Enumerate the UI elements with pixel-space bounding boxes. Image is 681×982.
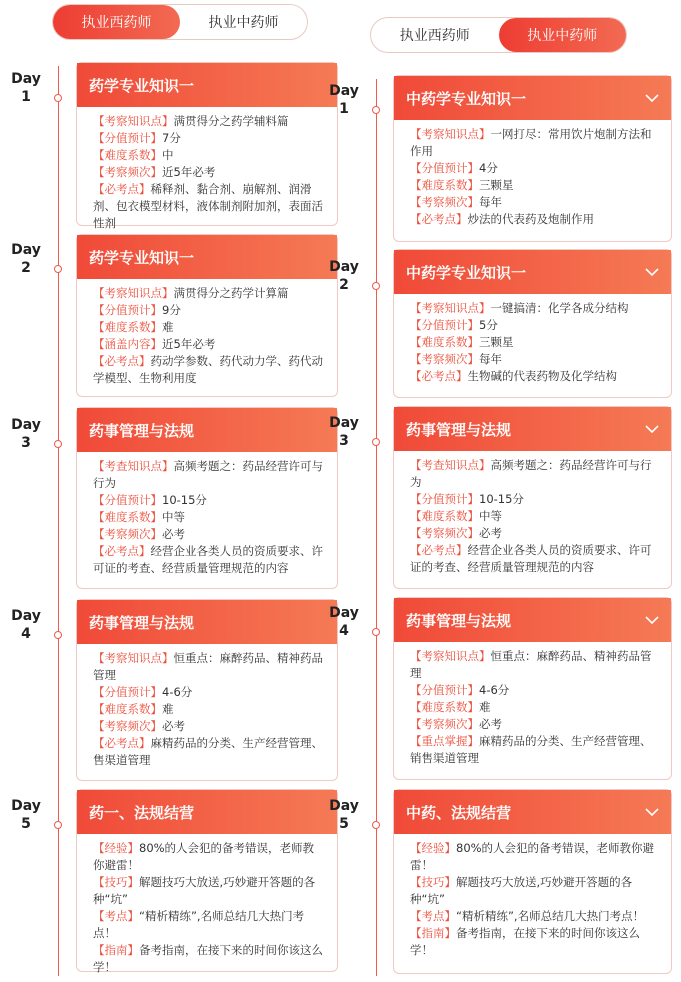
info-tag: 【考查知识点】 [410,458,491,472]
info-tag: 【难度系数】 [410,509,479,523]
info-text: 中等 [479,509,502,523]
day-number: 5 [21,816,31,832]
info-row [93,526,323,543]
info-text: 麻精药品的分类、生产经营管理、售渠道管理 [93,736,323,767]
timeline-dot [54,94,62,102]
day-label [8,241,44,277]
card-title: 药学专业知识一 [89,76,195,95]
info-text: 备考指南，在接下来的时间你该这么学！ [410,926,640,957]
info-tag: 【经验】 [93,841,139,855]
info-row [410,457,657,491]
chevron-down-icon[interactable] [643,263,661,281]
info-text: 满贯得分之药学计算篇 [173,286,289,300]
day-word: Day [11,242,41,258]
card-header[interactable] [394,407,671,451]
card-body [77,279,337,393]
card-header[interactable] [77,235,337,279]
info-text: 80%的人会犯的备考错误，老师教你避雷！ [93,841,315,872]
info-row [410,925,657,959]
chevron-down-icon[interactable] [643,803,661,821]
info-text: 稀释剂、黏合剂、崩解剂、润滑剂、包衣模型材料，液体制剂附加剂，表面活性剂 [93,182,323,230]
course-card[interactable] [76,234,338,397]
info-text: 恒重点：麻醉药品、精神药品管理 [93,651,323,682]
course-card[interactable] [76,789,338,972]
info-tag: 【技巧】 [93,875,139,889]
course-card[interactable] [76,407,338,589]
info-tag: 【考察知识点】 [410,301,491,315]
tab-1[interactable]: 执业中药师 [208,15,279,31]
day-number: 2 [21,260,31,276]
info-row [410,368,657,385]
info-tag: 【分值预计】 [93,303,162,317]
info-tag: 【难度系数】 [93,702,162,716]
info-tag: 【考察知识点】 [93,114,174,128]
info-tag: 【难度系数】 [93,510,162,524]
info-tag: 【难度系数】 [410,178,479,192]
info-row [410,351,657,368]
day-word: Day [329,798,359,814]
info-row [93,942,323,976]
course-card[interactable] [393,75,672,242]
info-tag: 【必考点】 [93,354,151,368]
timeline-line [376,79,377,976]
day-word: Day [329,83,359,99]
info-tag: 【必考点】 [410,369,468,383]
info-tag: 【分值预计】 [410,318,479,332]
left-panel [0,0,327,982]
info-text: 经营企业各类人员的资质要求、许可证的考查、经营质量管理规范的内容 [93,544,323,575]
info-tag: 【难度系数】 [410,335,479,349]
card-body [394,834,671,965]
timeline-dot [372,821,380,829]
day-label [326,258,362,294]
timeline-dot [372,106,380,114]
info-tag: 【难度系数】 [93,320,162,334]
timeline-dot [54,631,62,639]
card-body [77,834,337,982]
info-tag: 【分值预计】 [93,685,162,699]
info-row [93,509,323,526]
info-row [410,699,657,716]
info-tag: 【考察知识点】 [93,286,174,300]
info-text: 中等 [162,510,185,524]
info-row [93,908,323,942]
card-title: 中药、法规结营 [406,803,512,822]
info-tag: 【分值预计】 [93,493,162,507]
day-label [326,797,362,833]
info-text: 9分 [162,303,181,317]
info-tag: 【必考点】 [410,543,468,557]
card-title: 药事管理与法规 [406,611,512,630]
info-row [93,543,323,577]
info-text: 每年 [479,352,502,366]
info-text: 药动学参数、药代动力学、药代动学模型、生物利用度 [93,354,323,385]
info-row [410,508,657,525]
timeline-dot [372,628,380,636]
info-tag: 【难度系数】 [93,148,162,162]
card-header[interactable] [77,790,337,834]
info-row [93,302,323,319]
info-tag: 【必考点】 [93,736,151,750]
info-row [410,177,657,194]
info-row [93,336,323,353]
info-text: 满贯得分之药学辅料篇 [173,114,289,128]
course-tabs [370,17,627,53]
info-text: 三颗星 [479,335,514,349]
info-row [93,735,323,769]
info-text: 5分 [479,318,498,332]
info-row [410,874,657,908]
right-panel [329,0,681,982]
info-text: 解题技巧大放送,巧妙避开答题的各种“坑” [410,875,633,906]
course-tabs [52,4,308,40]
info-text: 难 [162,702,174,716]
day-word: Day [11,417,41,433]
card-title: 药学专业知识一 [89,248,195,267]
day-label [326,82,362,118]
timeline-dot [372,438,380,446]
tab-1[interactable]: 执业中药师 [499,18,627,52]
info-row [410,682,657,699]
info-text: 备考指南，在接下来的时间你该这么学！ [93,943,323,974]
info-row [93,684,323,701]
day-word: Day [11,71,41,87]
info-tag: 【考点】 [410,909,456,923]
info-tag: 【必考点】 [93,182,151,196]
info-row [410,491,657,508]
day-word: Day [11,608,41,624]
card-title: 中药学专业知识一 [406,263,527,282]
info-text: 难 [479,700,491,714]
info-tag: 【难度系数】 [410,700,479,714]
day-label [8,797,44,833]
timeline-line [58,66,59,976]
card-title: 中药学专业知识一 [406,89,527,108]
card-header[interactable] [77,408,337,452]
info-row [410,908,657,925]
day-number: 5 [339,816,349,832]
info-tag: 【考察频次】 [410,526,479,540]
info-text: 生物碱的代表药物及化学结构 [467,369,617,383]
info-tag: 【考察频次】 [410,717,479,731]
info-row [93,113,323,130]
info-text: 中 [162,148,174,162]
info-row [410,716,657,733]
info-row [93,718,323,735]
info-tag: 【考察知识点】 [93,651,174,665]
info-tag: 【考点】 [93,909,139,923]
tab-0[interactable]: 执业西药师 [399,28,470,44]
card-title: 药一、法规结营 [89,803,195,822]
course-card[interactable] [393,249,672,398]
card-body [394,451,671,582]
info-text: 必考 [162,719,185,733]
info-tag: 【考察频次】 [93,719,162,733]
day-label [326,604,362,640]
info-tag: 【分值预计】 [410,492,479,506]
info-text: 经营企业各类人员的资质要求、许可证的考查、经营质量管理规范的内容 [410,543,652,574]
info-text: 7分 [162,131,181,145]
info-row [93,874,323,908]
info-tag: 【考察频次】 [410,352,479,366]
card-title: 药事管理与法规 [89,613,195,632]
card-header[interactable] [394,250,671,294]
info-row [410,126,657,160]
info-tag: 【技巧】 [410,875,456,889]
info-row [93,319,323,336]
info-text: 10-15分 [479,492,524,506]
timeline-dot [54,440,62,448]
day-word: Day [329,605,359,621]
info-tag: 【必考点】 [410,212,468,226]
day-word: Day [329,415,359,431]
card-header[interactable] [394,598,671,642]
info-tag: 【经验】 [410,841,456,855]
info-text: 一网打尽：常用饮片炮制方法和作用 [410,127,652,158]
course-card[interactable] [393,597,672,780]
card-body [77,452,337,583]
course-card[interactable] [393,406,672,589]
info-text: 必考 [479,526,502,540]
info-tag: 【分值预计】 [410,161,479,175]
card-header[interactable] [77,63,337,107]
info-row [410,300,657,317]
day-word: Day [11,798,41,814]
info-text: 一键搞清：化学各成分结构 [490,301,629,315]
info-text: 三颗星 [479,178,514,192]
day-number: 2 [339,277,349,293]
info-row [410,334,657,351]
card-body [394,120,671,234]
card-header[interactable] [394,76,671,120]
card-header[interactable] [394,790,671,834]
card-body [394,294,671,391]
info-text: 炒法的代表药及炮制作用 [467,212,594,226]
info-tag: 【考察频次】 [93,527,162,541]
info-row [410,648,657,682]
day-number: 1 [21,89,31,105]
info-row [93,840,323,874]
info-row [93,285,323,302]
info-tag: 【必考点】 [93,544,151,558]
info-row [93,130,323,147]
card-body [77,644,337,775]
info-tag: 【分值预计】 [93,131,162,145]
info-text: 解题技巧大放送,巧妙避开答题的各种“坑” [93,875,316,906]
day-word: Day [329,259,359,275]
course-card[interactable] [76,599,338,781]
info-text: 近5年必考 [162,165,216,179]
info-text: 必考 [479,717,502,731]
info-text: “精析精练”,名师总结几大热门考点！ [456,909,645,923]
chevron-down-icon[interactable] [643,420,661,438]
tab-0[interactable]: 执业西药师 [53,5,180,39]
course-card[interactable] [393,789,672,974]
info-row [93,164,323,181]
timeline-dot [372,282,380,290]
info-row [93,492,323,509]
info-tag: 【重点掌握】 [410,734,479,748]
info-tag: 【考察知识点】 [410,649,491,663]
info-text: 恒重点：麻醉药品、精神药品管理 [410,649,652,680]
course-card[interactable] [76,62,338,230]
info-tag: 【指南】 [410,926,456,940]
info-text: “精析精练”,名师总结几大热门考点！ [93,909,305,940]
info-text: 10-15分 [162,493,207,507]
day-number: 1 [339,101,349,117]
timeline-dot [54,265,62,273]
info-text: 高频考题之：药品经营许可与行为 [93,459,323,490]
info-row [93,458,323,492]
info-row [410,211,657,228]
chevron-down-icon[interactable] [643,89,661,107]
info-text: 4-6分 [479,683,510,697]
info-tag: 【考查知识点】 [93,459,174,473]
info-row [410,160,657,177]
timeline-dot [54,821,62,829]
info-text: 难 [162,320,174,334]
info-text: 必考 [162,527,185,541]
info-row [93,181,323,232]
info-row [93,147,323,164]
day-number: 3 [339,433,349,449]
info-row [410,525,657,542]
day-number: 4 [21,626,31,642]
card-title: 药事管理与法规 [89,421,195,440]
info-tag: 【涵盖内容】 [93,337,162,351]
info-tag: 【指南】 [93,943,139,957]
info-row [410,840,657,874]
info-row [410,733,657,767]
day-label [8,416,44,452]
info-row [93,650,323,684]
info-text: 4-6分 [162,685,193,699]
card-body [77,107,337,238]
day-label [8,70,44,106]
info-tag: 【考察频次】 [93,165,162,179]
card-header[interactable] [77,600,337,644]
info-tag: 【考察知识点】 [410,127,491,141]
info-tag: 【分值预计】 [410,683,479,697]
info-row [410,542,657,576]
info-text: 80%的人会犯的备考错误，老师教你避雷！ [410,841,655,872]
info-text: 麻精药品的分类、生产经营管理、销售渠道管理 [410,734,652,765]
info-row [410,194,657,211]
info-text: 每年 [479,195,502,209]
info-tag: 【考察频次】 [410,195,479,209]
info-text: 近5年必考 [162,337,216,351]
card-body [394,642,671,773]
card-title: 药事管理与法规 [406,420,512,439]
day-number: 3 [21,435,31,451]
day-number: 4 [339,623,349,639]
info-row [93,353,323,387]
info-row [410,317,657,334]
chevron-down-icon[interactable] [643,611,661,629]
info-text: 4分 [479,161,498,175]
info-text: 高频考题之：药品经营许可与行为 [410,458,652,489]
info-row [93,701,323,718]
day-label [8,607,44,643]
day-label [326,414,362,450]
